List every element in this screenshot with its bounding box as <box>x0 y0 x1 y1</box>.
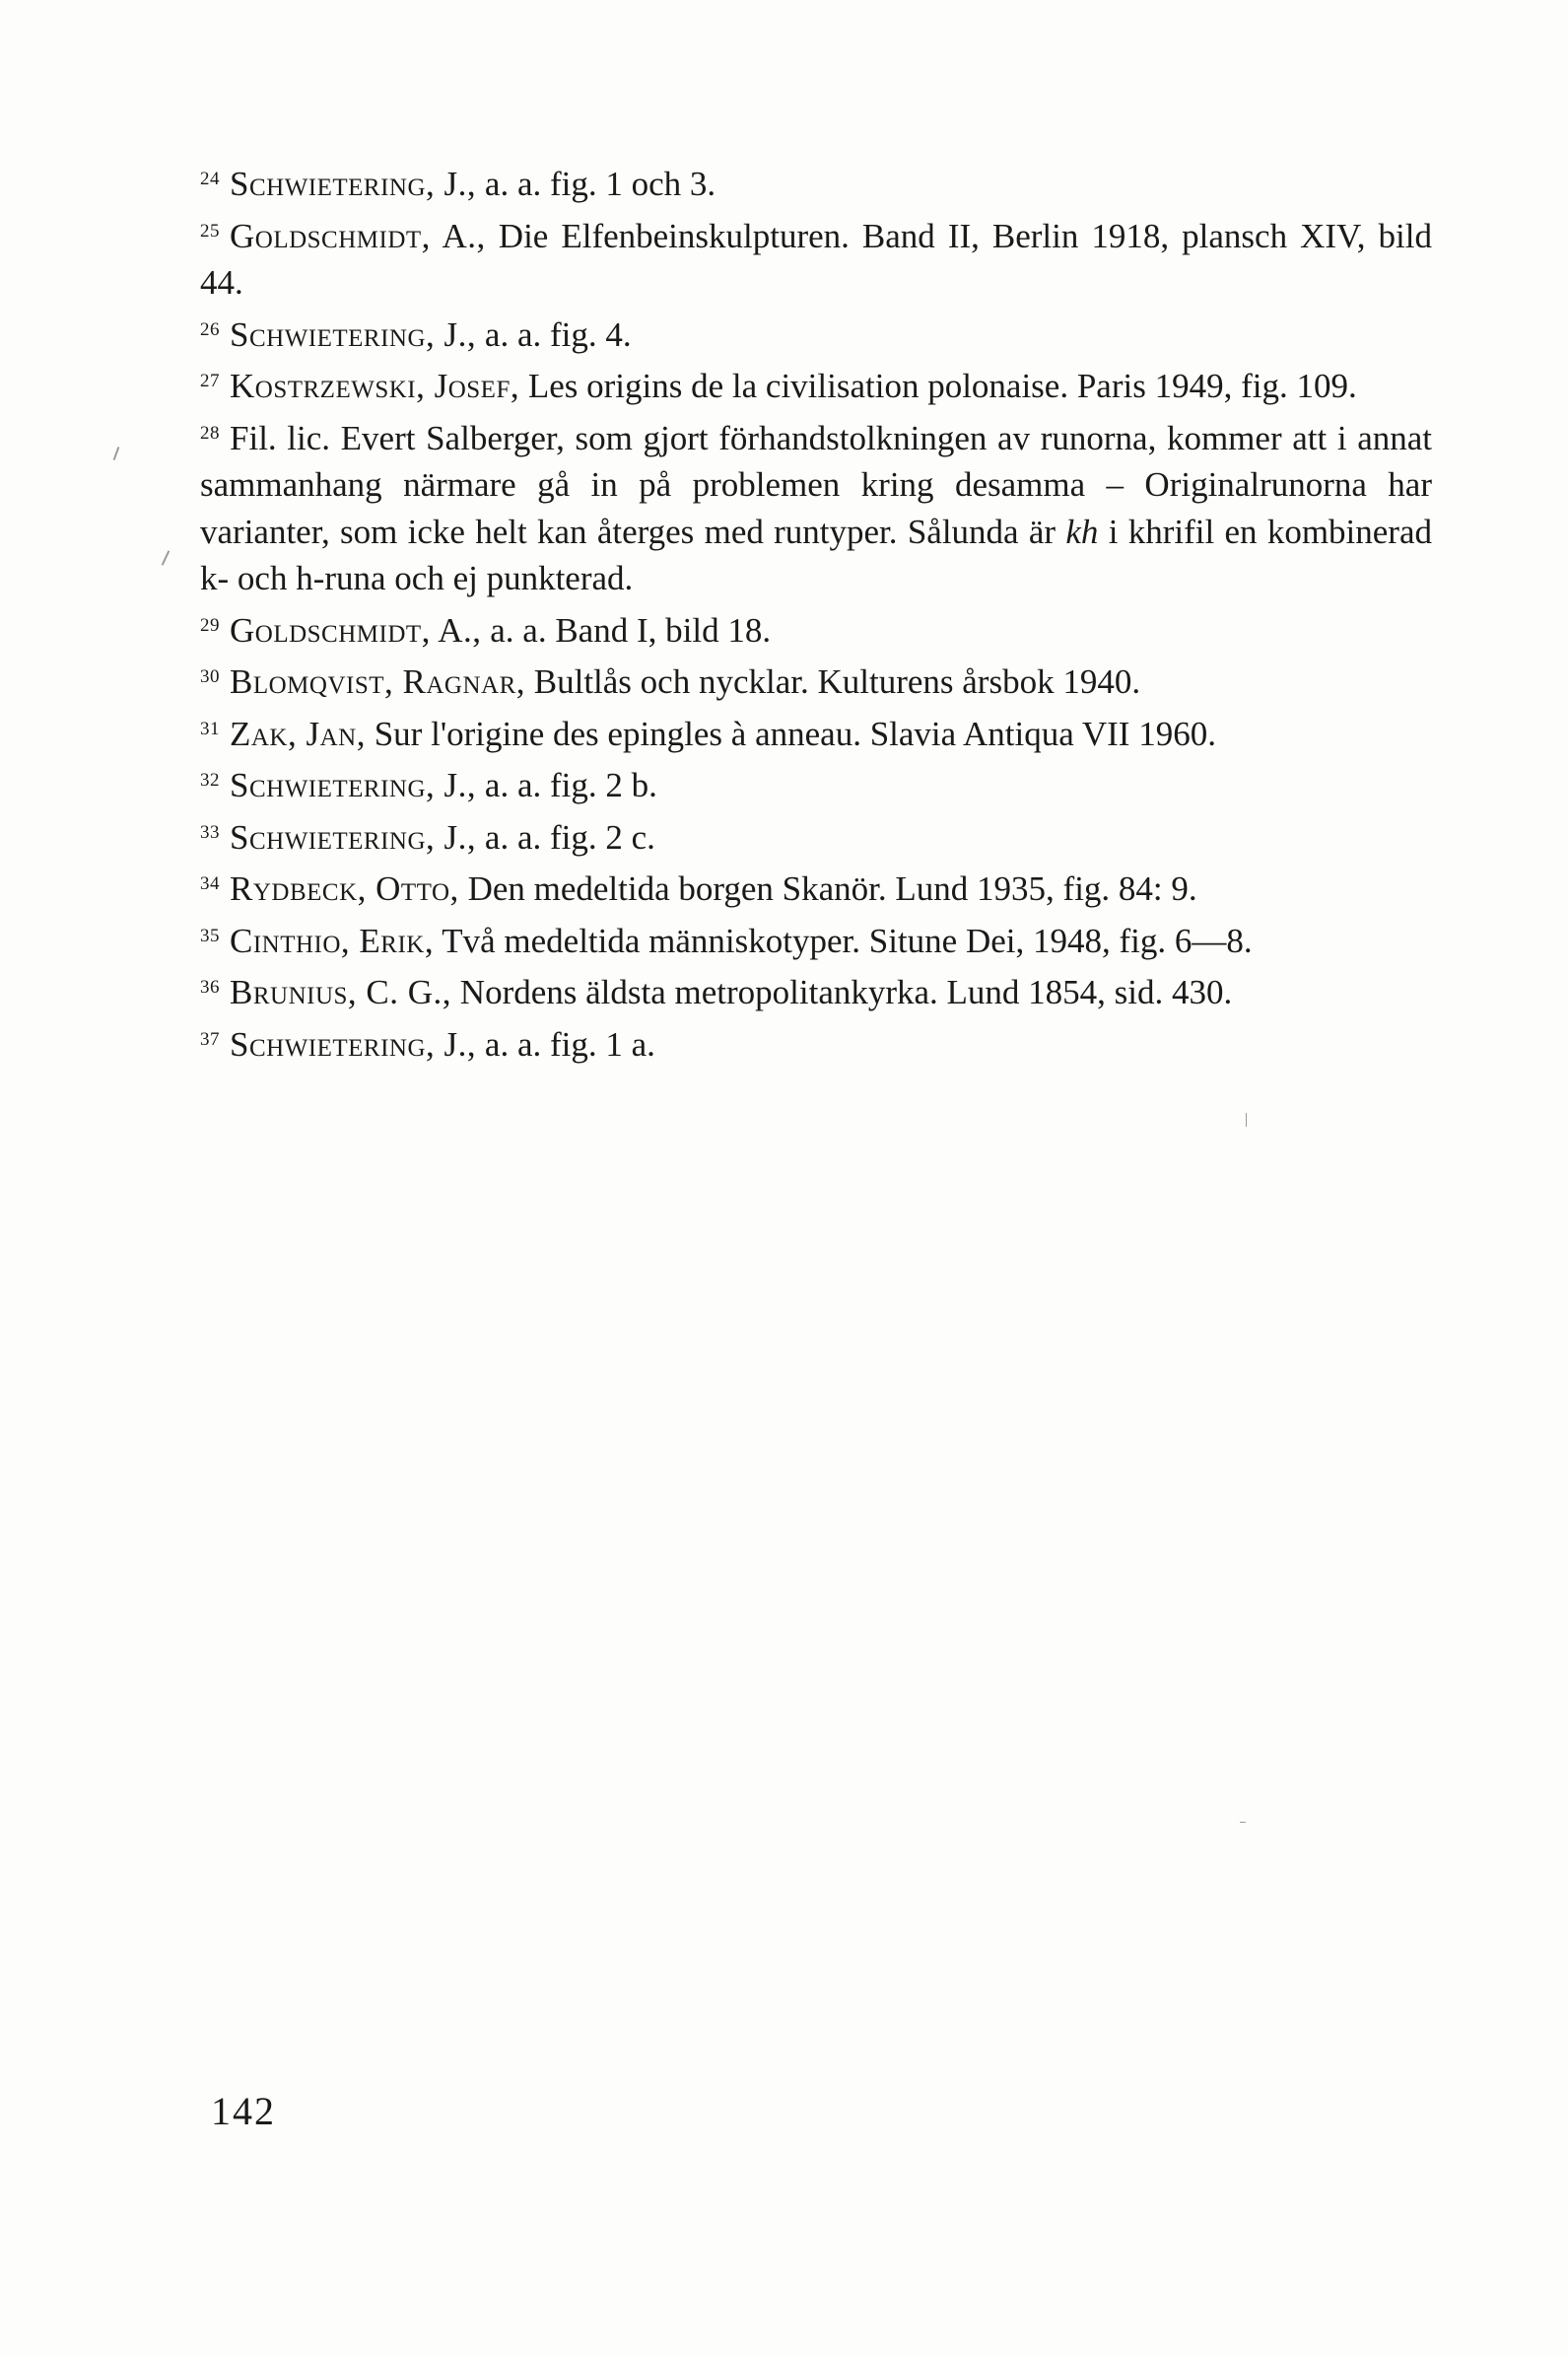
footnote-text: Bultlås och nycklar. Kulturens årsbok 1940. <box>525 662 1141 701</box>
footnote-text: Les origins de la civilisation polonaise. Paris 1949, fig. 109. <box>519 367 1357 405</box>
footnote-37 <box>200 1016 1432 1069</box>
footnote-number: 27 <box>200 371 220 391</box>
footnote-24 <box>200 156 1432 208</box>
footnote-author: Zak, Jan, <box>230 714 366 753</box>
footnote-text: a. a. fig. 4. <box>476 314 632 354</box>
footnote-author: Goldschmidt, A., <box>230 610 482 650</box>
page-number: 142 <box>211 2089 276 2133</box>
footnote-text: Den medeltida borgen Skanör. Lund 1935, fig. 84: 9. <box>458 869 1197 908</box>
footnote-30 <box>200 654 1432 706</box>
footnote-26 <box>200 307 1432 359</box>
footnote-author: Kostrzewski, Josef, <box>230 367 520 405</box>
footnote-text: a. a. fig. 1 a. <box>476 1024 655 1064</box>
footnote-number: 37 <box>200 1028 220 1050</box>
footnote-author: Schwietering, J., <box>230 165 477 203</box>
footnote-number: 34 <box>200 873 220 894</box>
footnote-text: a. a. fig. 1 och 3. <box>476 165 716 203</box>
footnote-author: Brunius, C. G., <box>230 973 452 1011</box>
footnote-author: Schwietering, J., <box>230 1024 477 1064</box>
footnote-text: Två medeltida människotyper. Situne Dei, 1948, fig. 6—8. <box>434 921 1253 960</box>
footnote-number: 29 <box>200 614 220 636</box>
footnote-author: Schwietering, J., <box>230 817 477 857</box>
footnote-author: Schwietering, J., <box>230 314 477 354</box>
footnote-author: Rydbeck, Otto, <box>230 869 459 908</box>
footnote-author: Schwietering, J., <box>230 766 477 804</box>
footnote-list <box>200 156 1432 1068</box>
footnote-number: 33 <box>200 821 220 843</box>
footnote-27 <box>200 358 1432 410</box>
footnote-number: 28 <box>200 422 220 444</box>
footnote-text: Fil. lic. Evert Salberger, som gjort förhandstolkningen av runorna, kommer att i annat sammanhang närmare gå in på problemen kring desamma – Originalrunorna har varianter, som icke helt kan återges med runtyper. Sålunda är <box>200 418 1432 551</box>
footnote-36 <box>200 964 1432 1016</box>
footnote-text: a. a. fig. 2 b. <box>476 766 657 804</box>
footnote-text: Sur l'origine des epingles à anneau. Slavia Antiqua VII 1960. <box>365 714 1216 753</box>
footnote-number: 35 <box>200 925 220 946</box>
footnote-number: 25 <box>200 220 220 242</box>
footnote-34 <box>200 861 1432 913</box>
footnote-28 <box>200 410 1432 602</box>
footnote-29 <box>200 602 1432 655</box>
footnote-number: 36 <box>200 977 220 998</box>
footnote-number: 32 <box>200 770 220 791</box>
footnote-text: Nordens äldsta metropolitankyrka. Lund 1854, sid. 430. <box>451 973 1233 1011</box>
scan-speck <box>1240 1822 1246 1823</box>
footnote-author: Goldschmidt, A., <box>230 216 486 255</box>
footnote-italic-term: kh <box>1065 512 1099 551</box>
footnote-number: 30 <box>200 666 220 687</box>
footnote-31 <box>200 706 1432 758</box>
footnote-32 <box>200 757 1432 809</box>
footnote-text: a. a. fig. 2 c. <box>476 817 655 857</box>
footnote-number: 31 <box>200 718 220 739</box>
scan-speck <box>162 550 170 565</box>
footnote-35 <box>200 913 1432 965</box>
footnote-text: i khrifil en kombinerad k- och h-runa och ej punkterad. <box>200 512 1432 597</box>
footnote-text: Die Elfenbeinskulpturen. Band II, Berlin 1918, plansch XIV, bild 44. <box>200 216 1432 302</box>
footnote-number: 24 <box>200 169 220 189</box>
footnote-author: Blomqvist, Ragnar, <box>230 662 525 701</box>
footnote-number: 26 <box>200 318 220 340</box>
footnote-author: Cinthio, Erik, <box>230 921 435 960</box>
footnote-33 <box>200 809 1432 862</box>
scan-speck <box>113 447 120 460</box>
scan-speck <box>1246 1113 1247 1127</box>
footnote-25 <box>200 208 1432 307</box>
footnote-text: a. a. Band I, bild 18. <box>481 610 772 650</box>
